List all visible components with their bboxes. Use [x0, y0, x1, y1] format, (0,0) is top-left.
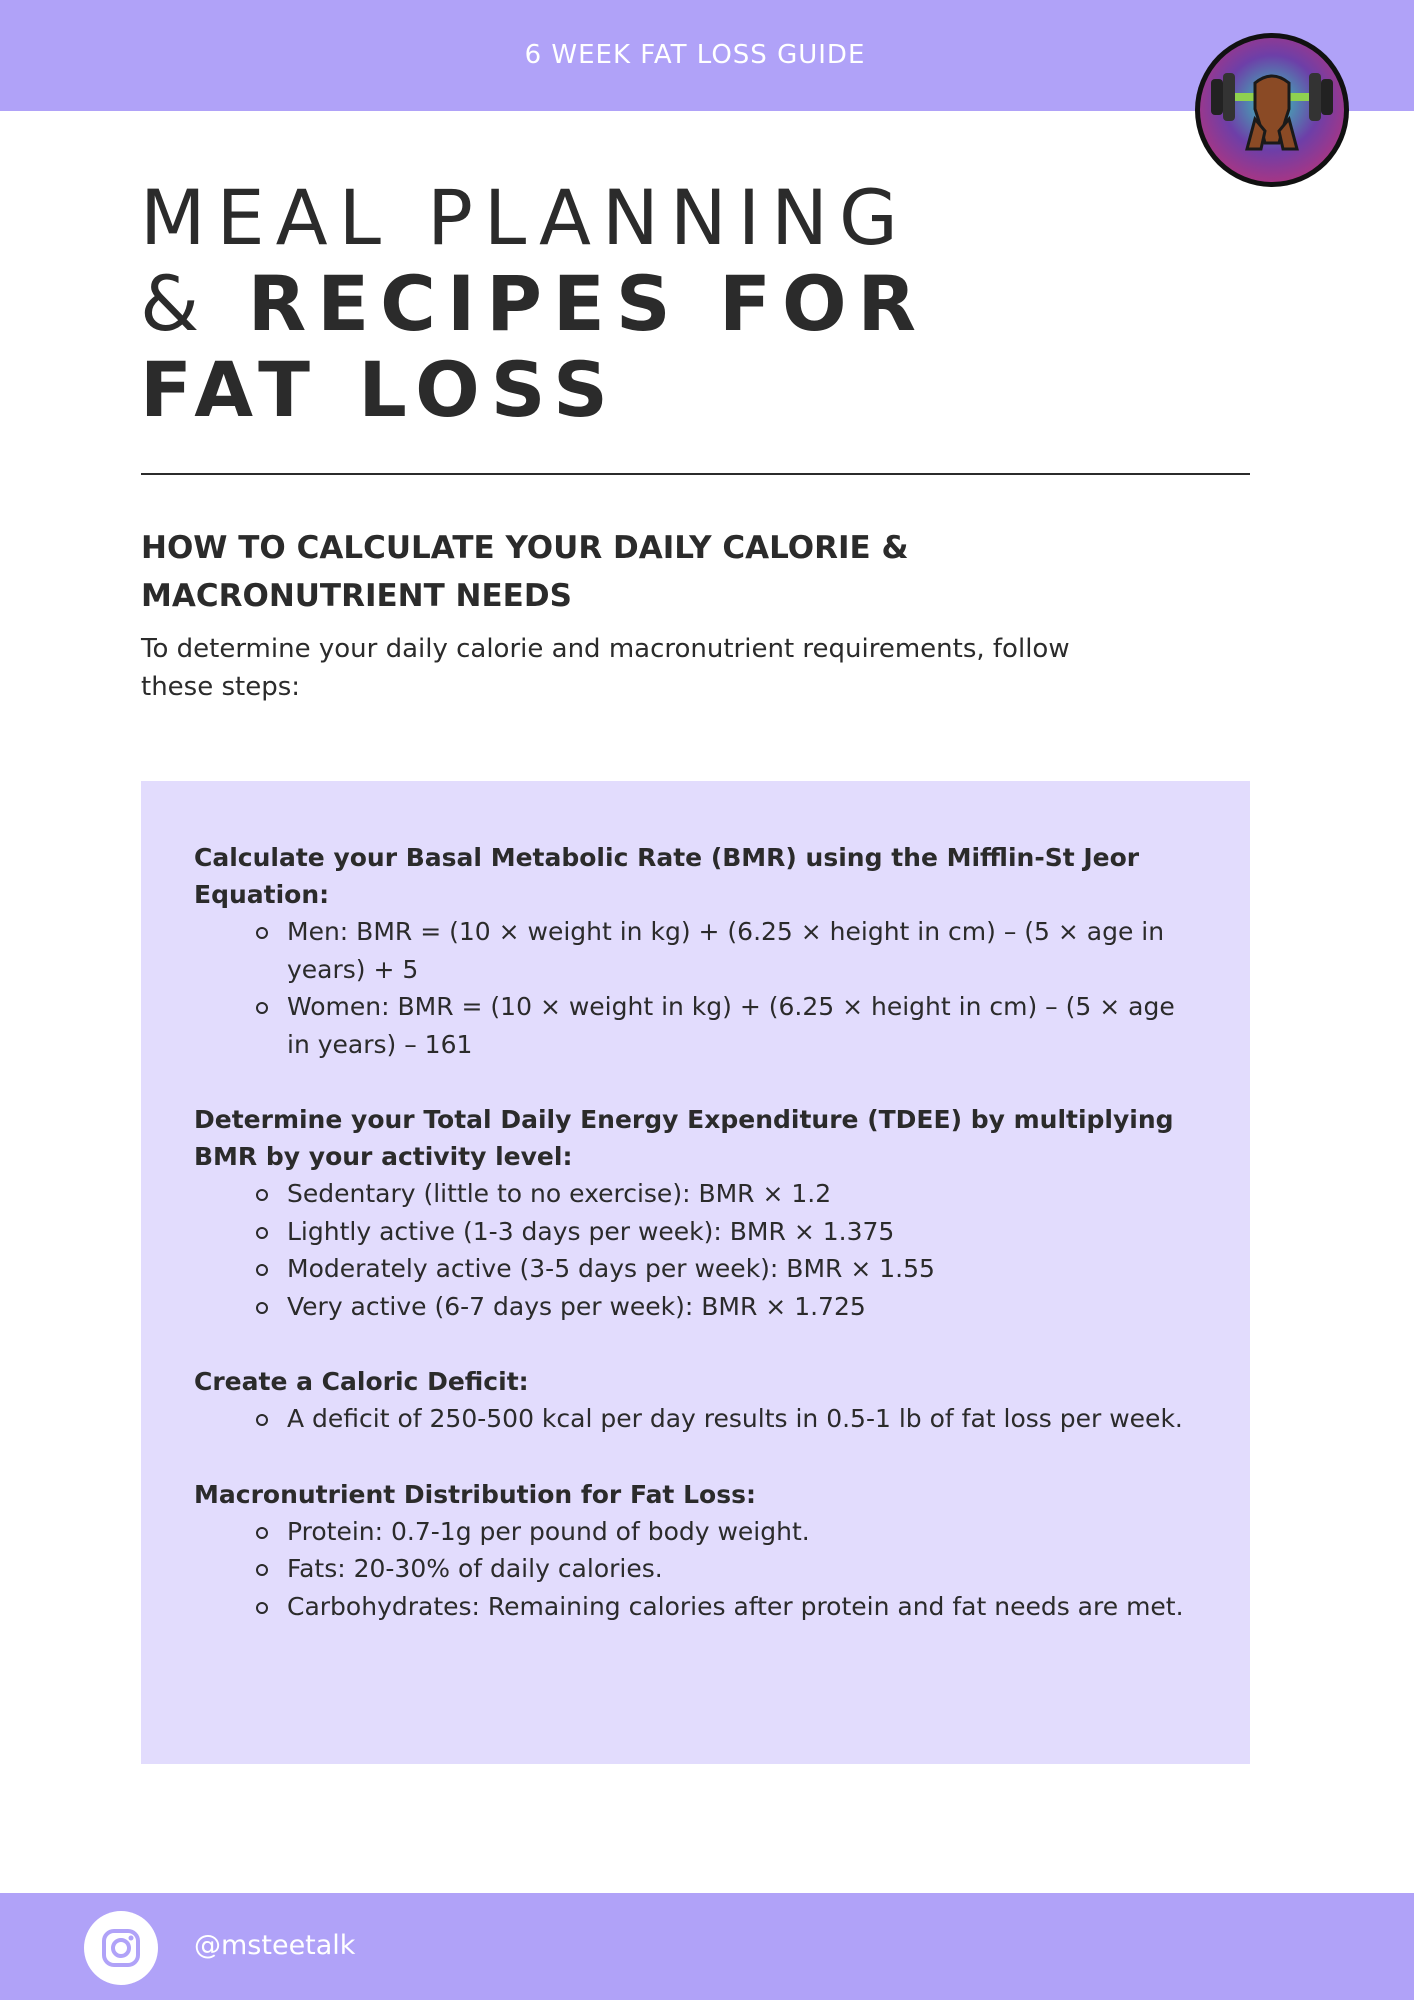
footer-banner — [0, 1893, 1414, 2000]
steps-box — [141, 781, 1250, 1764]
title-divider — [141, 473, 1250, 475]
list-item: Fats: 20-30% of daily calories. — [287, 1550, 1198, 1588]
msteefit-logo — [1193, 31, 1351, 189]
list-item: Lightly active (1-3 days per week): BMR × 1.375 — [287, 1213, 1198, 1251]
list-item: Men: BMR = (10 × weight in kg) + (6.25 × height in cm) – (5 × age in years) + 5 — [287, 913, 1198, 988]
list-item: Very active (6-7 days per week): BMR × 1.725 — [287, 1288, 1198, 1326]
list-item: A deficit of 250-500 kcal per day results in 0.5-1 lb of fat loss per week. — [287, 1400, 1198, 1438]
step-deficit — [194, 1363, 1198, 1438]
step-bmr — [194, 839, 1198, 1063]
list-item: Moderately active (3-5 days per week): BMR × 1.55 — [287, 1250, 1198, 1288]
step-list — [194, 1175, 1198, 1325]
title-line-1: MEAL PLANNING — [140, 173, 909, 262]
step-title: Determine your Total Daily Energy Expenditure (TDEE) by multiplying BMR by your activity level: — [194, 1105, 1174, 1171]
instagram-handle-link[interactable]: @msteetalk — [194, 1930, 356, 1961]
step-title: Calculate your Basal Metabolic Rate (BMR) using the Mifflin-St Jeor Equation: — [194, 843, 1140, 909]
section-intro: To determine your daily calorie and macronutrient requirements, follow these steps: — [141, 634, 1070, 702]
step-list — [194, 913, 1198, 1063]
instagram-icon[interactable] — [84, 1911, 158, 1985]
title-ampersand: & — [140, 259, 211, 348]
step-list — [194, 1400, 1198, 1438]
step-macros — [194, 1476, 1198, 1626]
list-item: Women: BMR = (10 × weight in kg) + (6.25 × height in cm) – (5 × age in years) – 161 — [287, 988, 1198, 1063]
step-title: Create a Caloric Deficit: — [194, 1367, 529, 1396]
page-title — [140, 175, 927, 433]
step-list — [194, 1513, 1198, 1626]
list-item: Sedentary (little to no exercise): BMR × 1.2 — [287, 1175, 1198, 1213]
step-tdee — [194, 1101, 1198, 1325]
list-item: Carbohydrates: Remaining calories after protein and fat needs are met. — [287, 1588, 1198, 1626]
list-item: Protein: 0.7-1g per pound of body weight. — [287, 1513, 1198, 1551]
dumbbell-fist-icon — [1193, 31, 1351, 189]
title-line-2: RECIPES FOR — [247, 259, 928, 348]
title-line-3: FAT LOSS — [140, 345, 619, 434]
section-heading: HOW TO CALCULATE YOUR DAILY CALORIE & MACRONUTRIENT NEEDS — [141, 530, 909, 614]
banner-title: 6 WEEK FAT LOSS GUIDE — [524, 40, 866, 70]
step-title: Macronutrient Distribution for Fat Loss: — [194, 1479, 756, 1509]
